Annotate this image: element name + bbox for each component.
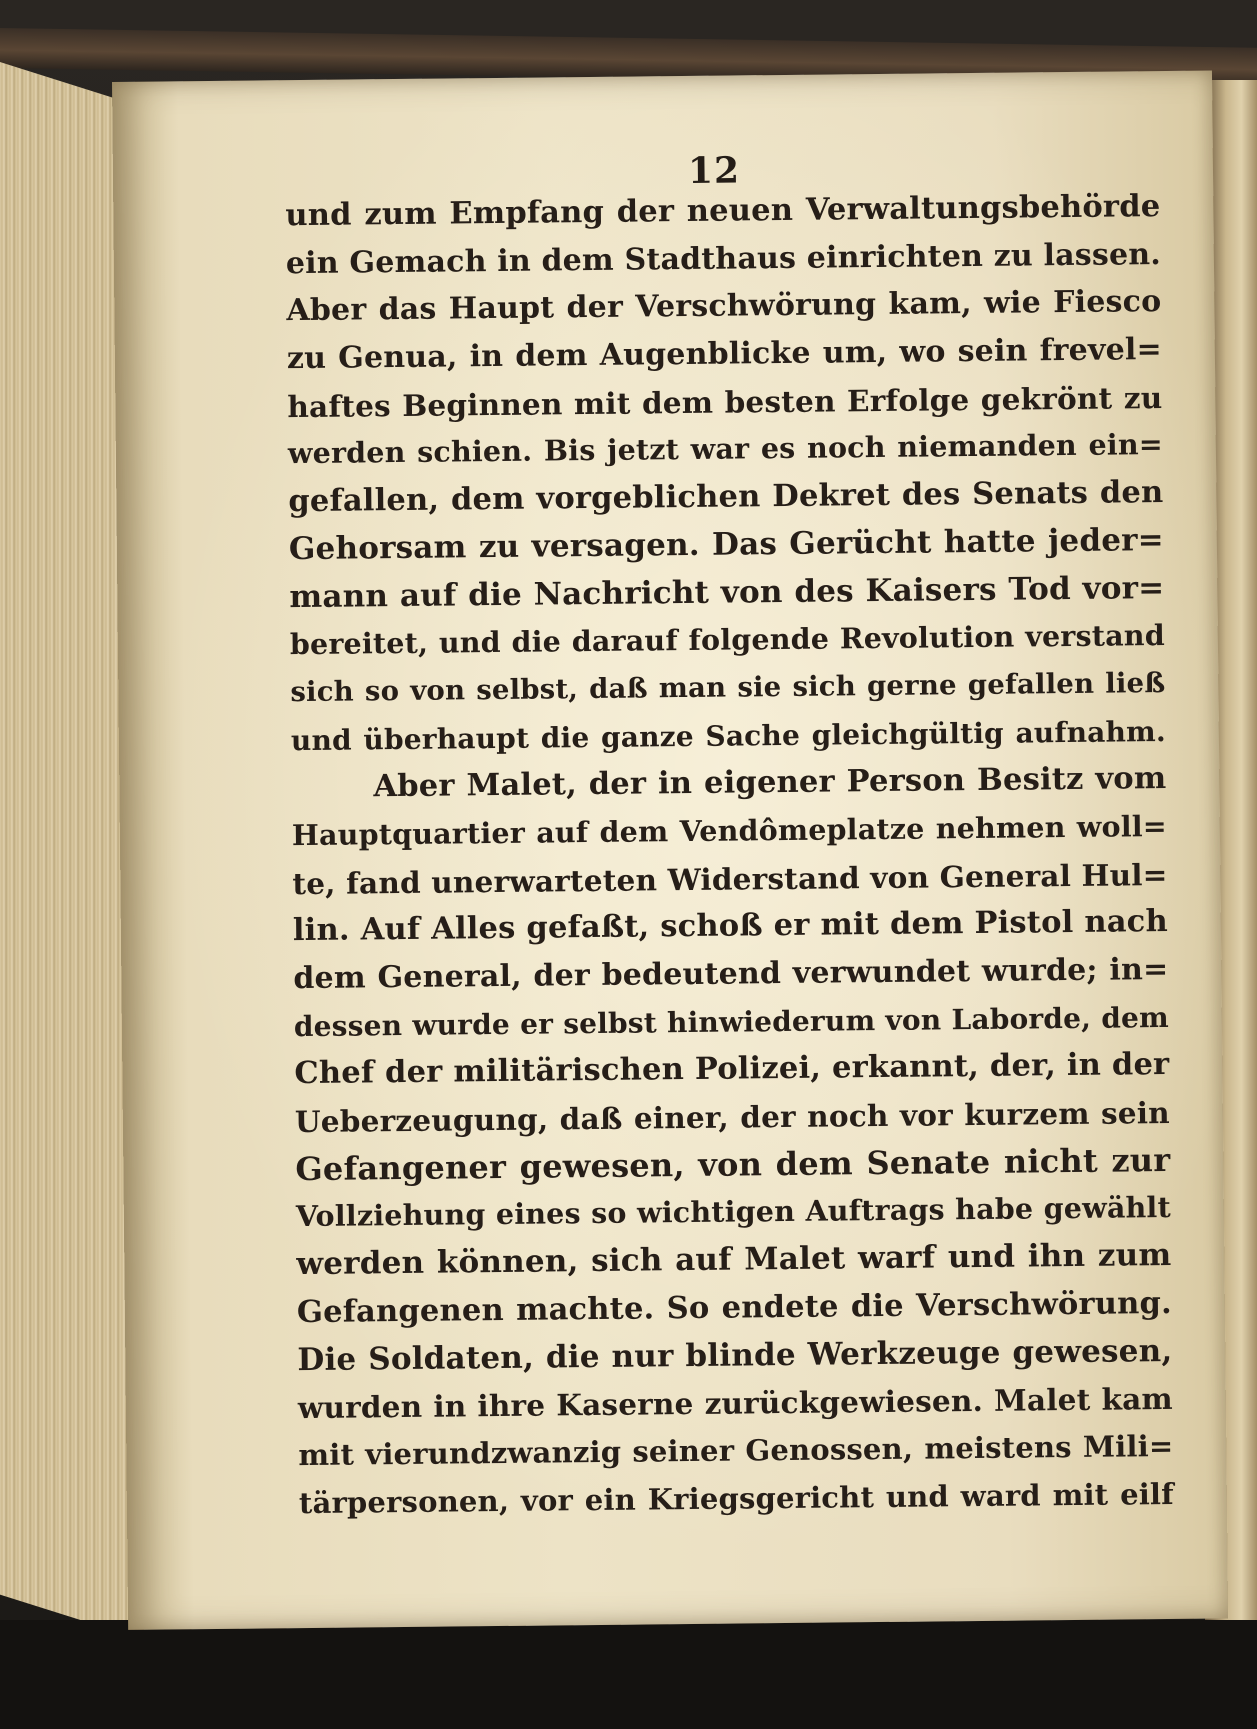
text-line: dem General, der bedeutend verwundet wurde; in= bbox=[293, 951, 1169, 997]
page-number: 12 bbox=[687, 149, 741, 192]
text-line: Die Soldaten, die nur blinde Werkzeuge gewesen, bbox=[297, 1332, 1173, 1378]
text-line: te, fand unerwarteten Widerstand von General Hul= bbox=[292, 856, 1168, 901]
text-line: haftes Beginnen mit dem besten Erfolge gekrönt zu bbox=[287, 379, 1163, 424]
text-line: und überhaupt die ganze Sache gleichgültig aufnahm. bbox=[290, 714, 1167, 757]
text-line: mit vierundzwanzig seiner Genossen, meistens Mili= bbox=[298, 1428, 1174, 1472]
text-line: wurden in ihre Kaserne zurückgewiesen. Malet kam bbox=[297, 1381, 1174, 1426]
text-line: Aber das Haupt der Verschwörung kam, wie Fiesco bbox=[286, 284, 1162, 329]
text-line: dessen wurde er selbst hinwiederum von Laborde, dem bbox=[293, 1000, 1170, 1043]
text-line: lin. Auf Alles gefaßt, schoß er mit dem Pistol nach bbox=[292, 903, 1169, 949]
book-cover-bottom bbox=[0, 1620, 1257, 1729]
book-page bbox=[112, 70, 1228, 1629]
text-line: tärpersonen, vor ein Kriegsgericht und ward mit eilf bbox=[298, 1476, 1175, 1520]
text-line: Gehorsam zu versagen. Das Gerücht hatte jeder= bbox=[288, 521, 1165, 567]
text-line: Chef der militärischen Polizei, erkannt, der, in der bbox=[294, 1046, 1170, 1092]
text-line: zu Genua, in dem Augenblicke um, wo sein frevel= bbox=[286, 332, 1163, 377]
text-line: Ueberzeugung, daß einer, der noch vor kurzem sein bbox=[294, 1095, 1171, 1140]
text-line: ein Gemach in dem Stadthaus einrichten zu lassen. bbox=[285, 236, 1162, 281]
text-line: Gefangenen machte. So endete die Verschwörung. bbox=[296, 1284, 1173, 1330]
text-line: mann auf die Nachricht von des Kaisers Tod vor= bbox=[289, 569, 1165, 615]
text-line: Vollziehung eines so wichtigen Auftrags habe gewählt bbox=[295, 1190, 1172, 1234]
text-line: werden schien. Bis jetzt war es noch niemanden ein= bbox=[287, 427, 1164, 471]
text-line: sich so von selbst, daß man sie sich gerne gefallen ließ bbox=[290, 666, 1166, 709]
page-text bbox=[285, 183, 1174, 1527]
text-line: Hauptquartier auf dem Vendômeplatze nehmen woll= bbox=[291, 808, 1168, 853]
text-line: werden können, sich auf Malet warf und ihn zum bbox=[296, 1237, 1172, 1283]
text-line: Gefangener gewesen, von dem Senate nicht zur bbox=[295, 1140, 1171, 1188]
text-line: bereitet, und die darauf folgende Revolution verstand bbox=[289, 618, 1166, 662]
text-line-paragraph-start: Aber Malet, der in eigener Person Besitz vom bbox=[373, 760, 1167, 805]
text-line: gefallen, dem vorgeblichen Dekret des Senats den bbox=[288, 474, 1164, 520]
text-line: und zum Empfang der neuen Verwaltungsbehörde bbox=[285, 188, 1161, 234]
